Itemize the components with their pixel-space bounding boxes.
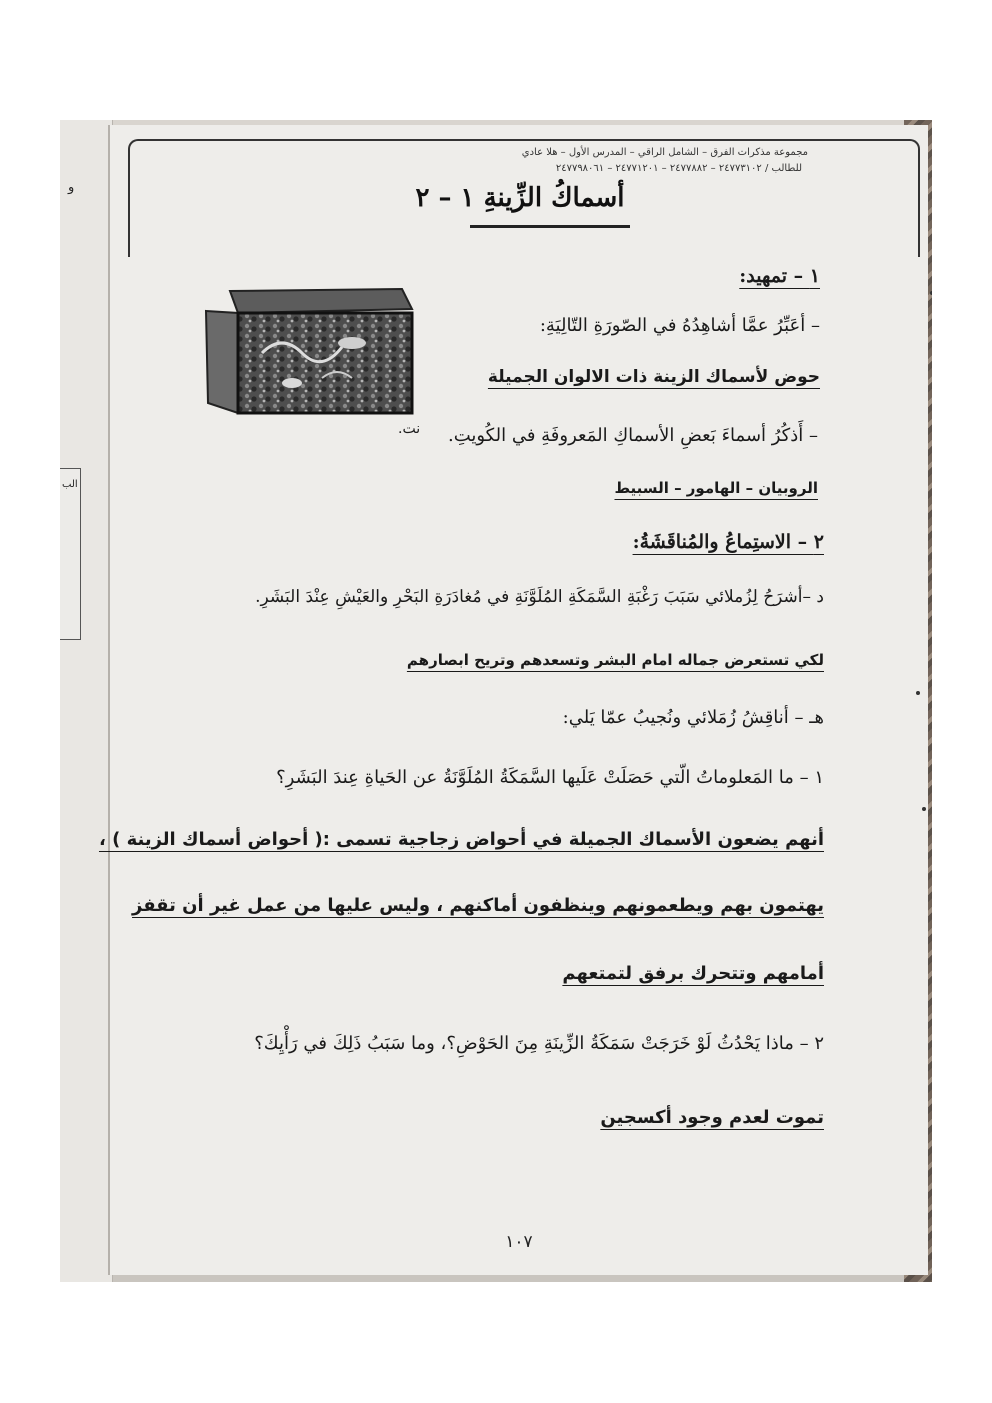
- intro-question-2: – أَذكُرُ أسماءَ بَعضِ الأسماكِ المَعروفَةِ في الكُويتِ.: [447, 425, 818, 446]
- left-page-fragment: و: [68, 180, 75, 195]
- answer-1-line-1: أنهم يضعون الأسماك الجميلة في أحواض زجاجية تسمى :( أحواض أسماك الزينة ) ،: [98, 829, 824, 850]
- intro-heading: ١ – تمهيد:: [739, 265, 820, 287]
- listening-heading: ٢ – الاستِماعُ والمُناقَشَةُ:: [632, 531, 824, 553]
- speck: [930, 291, 932, 295]
- page-number: ١٠٧: [505, 1232, 533, 1252]
- speck: [916, 691, 920, 695]
- intro-answer-1: حوض لأسماك الزينة ذات الالوان الجميلة: [487, 367, 820, 387]
- header-line-1: مجموعة مذكرات الفرق – الشامل الراقي – المدرس الأول – هلا عادي: [521, 147, 808, 158]
- listening-question-d: د –أشرَحُ لِزُملائي سَبَبَ رَغْبَةِ السَّمَكَةِ المُلَوَّنَةِ في مُغادَرَةِ البَحْرِ والعَيْشِ عِنْدَ البَشَرِ.: [255, 587, 824, 607]
- speck: [922, 807, 926, 811]
- photo-background: [60, 120, 932, 1282]
- question-2: ٢ – ماذا يَحْدُثُ لَوْ خَرَجَتْ سَمَكَةُ الزِّينَةِ مِنَ الحَوْضِ؟، وما سَبَبُ ذَلِكَ في رَأْيِكَ؟: [254, 1033, 824, 1054]
- answer-2: تموت لعدم وجود أكسجين: [600, 1107, 824, 1128]
- aquarium-image: [202, 283, 414, 417]
- image-caption-fragment: نت.: [398, 421, 421, 437]
- answer-1-line-3: أمامهم وتتحرك برفق لتمتعهم: [562, 963, 824, 984]
- listening-answer-d: لكي تستعرض جماله امام البشر وتسعدهم وتريح ابصارهم: [406, 651, 824, 669]
- left-page-box-text: الب: [62, 479, 78, 490]
- listening-question-h: هـ – أناقِشُ زُمَلائي ونُجيبُ عمّا يَلي:: [562, 707, 824, 728]
- left-page-box: [60, 468, 81, 640]
- left-facing-page: [60, 120, 113, 1282]
- question-1: ١ – ما المَعلوماتُ الّتي حَصَلَتْ عَلَيها السَّمَكَةُ المُلَوَّنَةُ عن الحَياةِ عِندَ البَشَرِ؟: [276, 767, 824, 788]
- title-underline: [470, 225, 630, 228]
- header-line-2: للطالب / ٢٤٧٧٣١٠٢ – ٢٤٧٧٨٨٢ – ٢٤٧٧١٢٠١ – ٢٤٧٧٩٨٠٦١: [555, 163, 802, 174]
- intro-answer-2: الروبيان – الهامور – السبيط: [614, 479, 818, 497]
- worksheet-page: [98, 125, 928, 1275]
- answer-1-line-2: يهتمون بهم ويطعمونهم وينظفون أماكنهم ، وليس عليها من عمل غير أن تقفز: [132, 895, 824, 916]
- page-title: أسماكُ الزِّينةِ ١ – ٢: [415, 183, 625, 213]
- intro-question-1: – أعَبِّرُ عمَّا أشاهِدُهُ في الصّورَةِ التّالِيَةِ:: [539, 315, 820, 336]
